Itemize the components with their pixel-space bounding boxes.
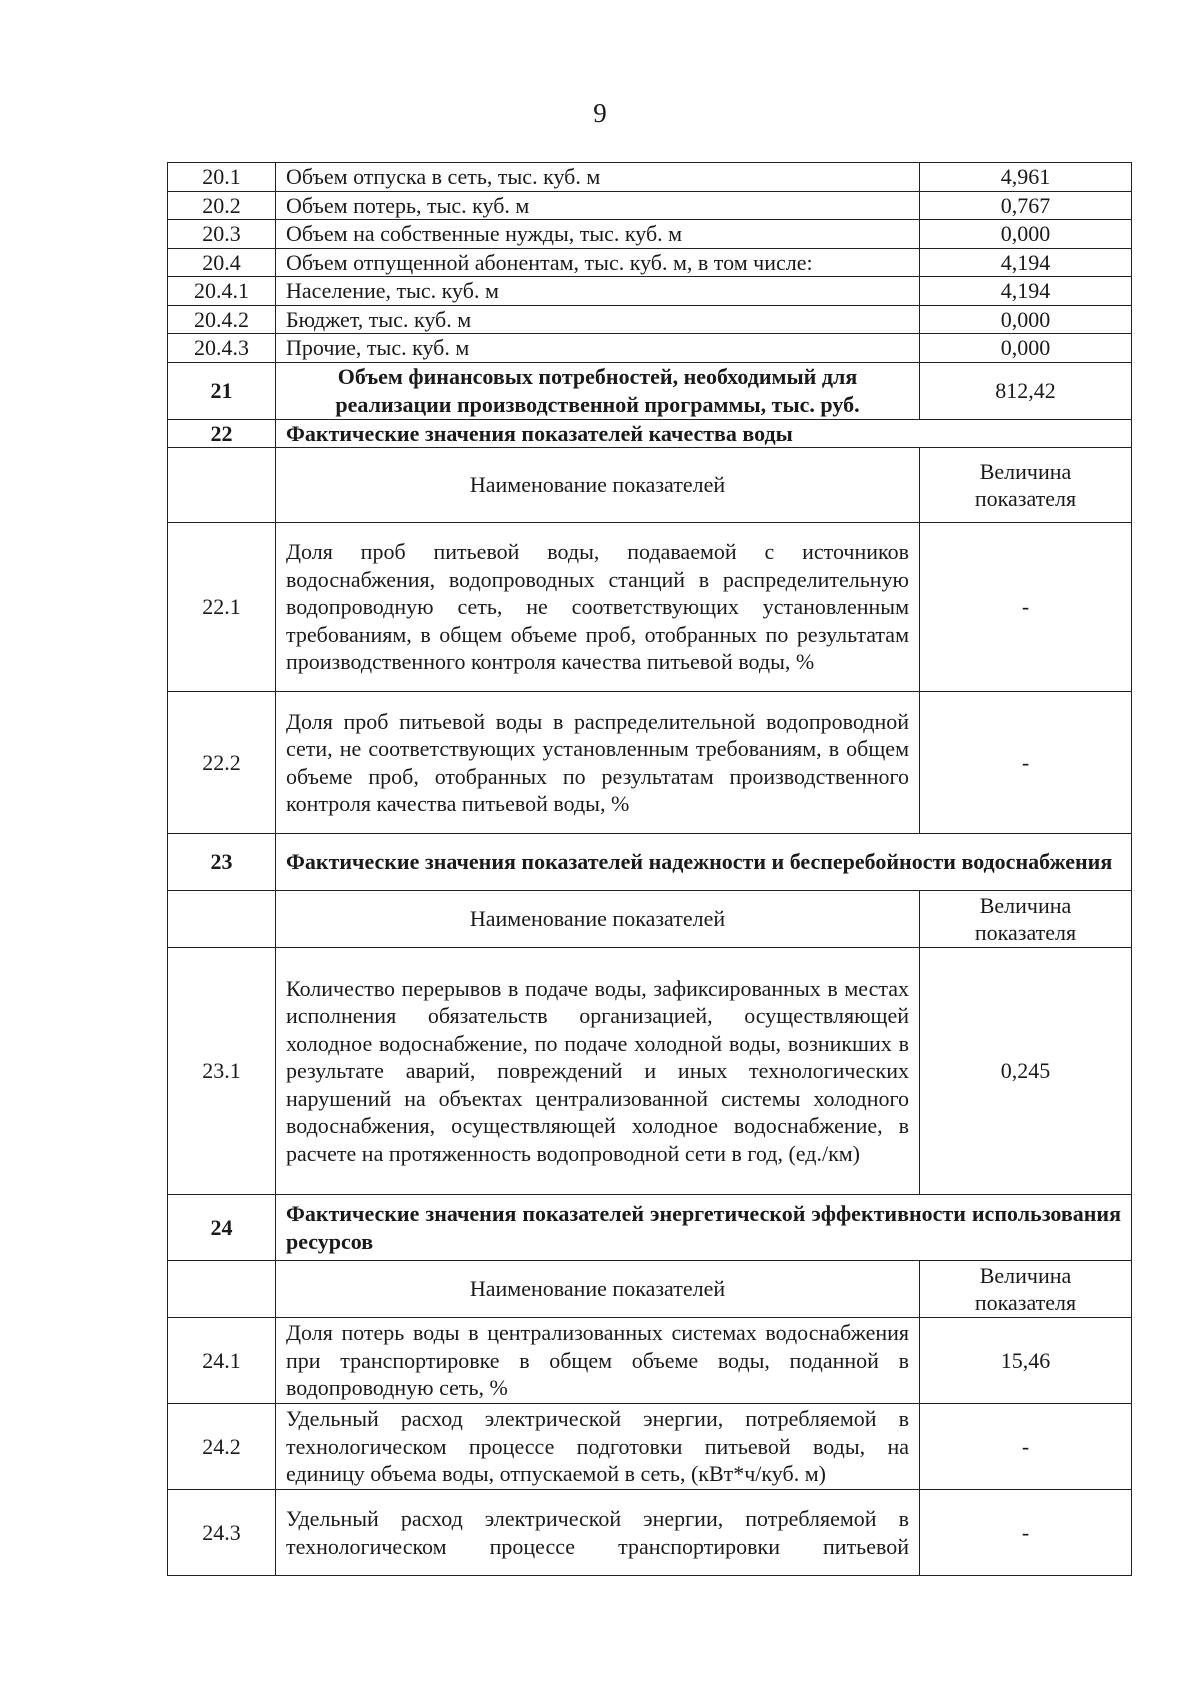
row-value: 0,000 xyxy=(920,220,1132,249)
row-value: 812,42 xyxy=(920,362,1132,419)
section-heading-row xyxy=(168,834,1132,891)
row-number: 20.4.2 xyxy=(168,305,276,334)
table-row xyxy=(168,305,1132,334)
row-label: Объем финансовых потребностей, необходимый для реализации производственной программы, тыс. руб. xyxy=(276,362,920,419)
section-number: 24 xyxy=(168,1195,276,1261)
table-row xyxy=(168,948,1132,1195)
table-row xyxy=(168,220,1132,249)
empty-cell xyxy=(168,891,276,948)
row-number: 24.2 xyxy=(168,1404,276,1490)
column-header-value: Величина показателя xyxy=(920,891,1132,948)
row-value: 4,194 xyxy=(920,248,1132,277)
empty-cell xyxy=(168,448,276,523)
row-number: 21 xyxy=(168,362,276,419)
row-number: 20.3 xyxy=(168,220,276,249)
table-row xyxy=(168,1404,1132,1490)
row-label: Доля проб питьевой воды в распределительной водопроводной сети, не соответствующих установленным требованиям, в общем объеме проб, отобранных по результатам производственного контроля качества питьевой воды, % xyxy=(276,692,920,834)
row-label: Бюджет, тыс. куб. м xyxy=(276,305,920,334)
column-header-row xyxy=(168,891,1132,948)
row-label: Доля проб питьевой воды, подаваемой с источников водоснабжения, водопроводных станций в распределительную водопроводную сеть, не соответствующих установленным требованиям, в общем объеме проб, отобранных по результатам производственного контроля качества питьевой воды, % xyxy=(276,523,920,692)
row-value: - xyxy=(920,1490,1132,1576)
indicators-table xyxy=(167,162,1132,1576)
row-label: Объем потерь, тыс. куб. м xyxy=(276,191,920,220)
row-value: - xyxy=(920,523,1132,692)
row-value: 4,961 xyxy=(920,163,1132,192)
table-row xyxy=(168,1490,1132,1576)
column-header-value: Величина показателя xyxy=(920,448,1132,523)
row-number: 24.1 xyxy=(168,1318,276,1404)
empty-cell xyxy=(168,1261,276,1318)
row-number: 24.3 xyxy=(168,1490,276,1576)
row-label: Доля потерь воды в централизованных системах водоснабжения при транспортировке в общем объеме воды, поданной в водопроводную сеть, % xyxy=(276,1318,920,1404)
section-title: Фактические значения показателей надежности и бесперебойности водоснабжения xyxy=(276,834,1132,891)
column-header-name: Наименование показателей xyxy=(276,891,920,948)
row-label: Объем отпущенной абонентам, тыс. куб. м, в том числе: xyxy=(276,248,920,277)
table-row xyxy=(168,523,1132,692)
row-number: 20.1 xyxy=(168,163,276,192)
row-number: 20.4.1 xyxy=(168,277,276,306)
row-label: Прочие, тыс. куб. м xyxy=(276,334,920,363)
row-number: 22.2 xyxy=(168,692,276,834)
row-value: 0,767 xyxy=(920,191,1132,220)
row-number: 20.4 xyxy=(168,248,276,277)
table-row xyxy=(168,277,1132,306)
row-value: 4,194 xyxy=(920,277,1132,306)
row-number: 23.1 xyxy=(168,948,276,1195)
row-label: Удельный расход электрической энергии, потребляемой в технологическом процессе транспортировки питьевой xyxy=(276,1490,920,1576)
section-title: Фактические значения показателей качества воды xyxy=(276,419,1132,448)
table-row xyxy=(168,1318,1132,1404)
row-value: 0,000 xyxy=(920,334,1132,363)
column-header-row xyxy=(168,1261,1132,1318)
column-header-value: Величина показателя xyxy=(920,1261,1132,1318)
table-row xyxy=(168,362,1132,419)
column-header-row xyxy=(168,448,1132,523)
section-heading-row xyxy=(168,1195,1132,1261)
section-number: 23 xyxy=(168,834,276,891)
table-row xyxy=(168,163,1132,192)
row-label: Объем отпуска в сеть, тыс. куб. м xyxy=(276,163,920,192)
section-number: 22 xyxy=(168,419,276,448)
column-header-name: Наименование показателей xyxy=(276,1261,920,1318)
section-title: Фактические значения показателей энергетической эффективности использования ресурсов xyxy=(276,1195,1132,1261)
row-number: 20.2 xyxy=(168,191,276,220)
row-label: Население, тыс. куб. м xyxy=(276,277,920,306)
section-heading-row xyxy=(168,419,1132,448)
table-row xyxy=(168,191,1132,220)
row-label: Количество перерывов в подаче воды, зафиксированных в местах исполнения обязательств организацией, осуществляющей холодное водоснабжение, по подаче холодной воды, возникших в результате аварий, повреждений и иных технологических нарушений на объектах централизованной системы холодного водоснабжения, осуществляющей холодное водоснабжение, в расчете на протяженность водопроводной сети в год, (ед./км) xyxy=(276,948,920,1195)
table-row xyxy=(168,334,1132,363)
table-row xyxy=(168,692,1132,834)
row-number: 20.4.3 xyxy=(168,334,276,363)
row-number: 22.1 xyxy=(168,523,276,692)
row-label: Объем на собственные нужды, тыс. куб. м xyxy=(276,220,920,249)
page-number: 9 xyxy=(593,98,607,128)
row-value: - xyxy=(920,692,1132,834)
row-value: 0,245 xyxy=(920,948,1132,1195)
table-row xyxy=(168,248,1132,277)
row-value: 15,46 xyxy=(920,1318,1132,1404)
row-value: - xyxy=(920,1404,1132,1490)
row-label: Удельный расход электрической энергии, потребляемой в технологическом процессе подготовки питьевой воды, на единицу объема воды, отпускаемой в сеть, (кВт*ч/куб. м) xyxy=(276,1404,920,1490)
column-header-name: Наименование показателей xyxy=(276,448,920,523)
row-value: 0,000 xyxy=(920,305,1132,334)
